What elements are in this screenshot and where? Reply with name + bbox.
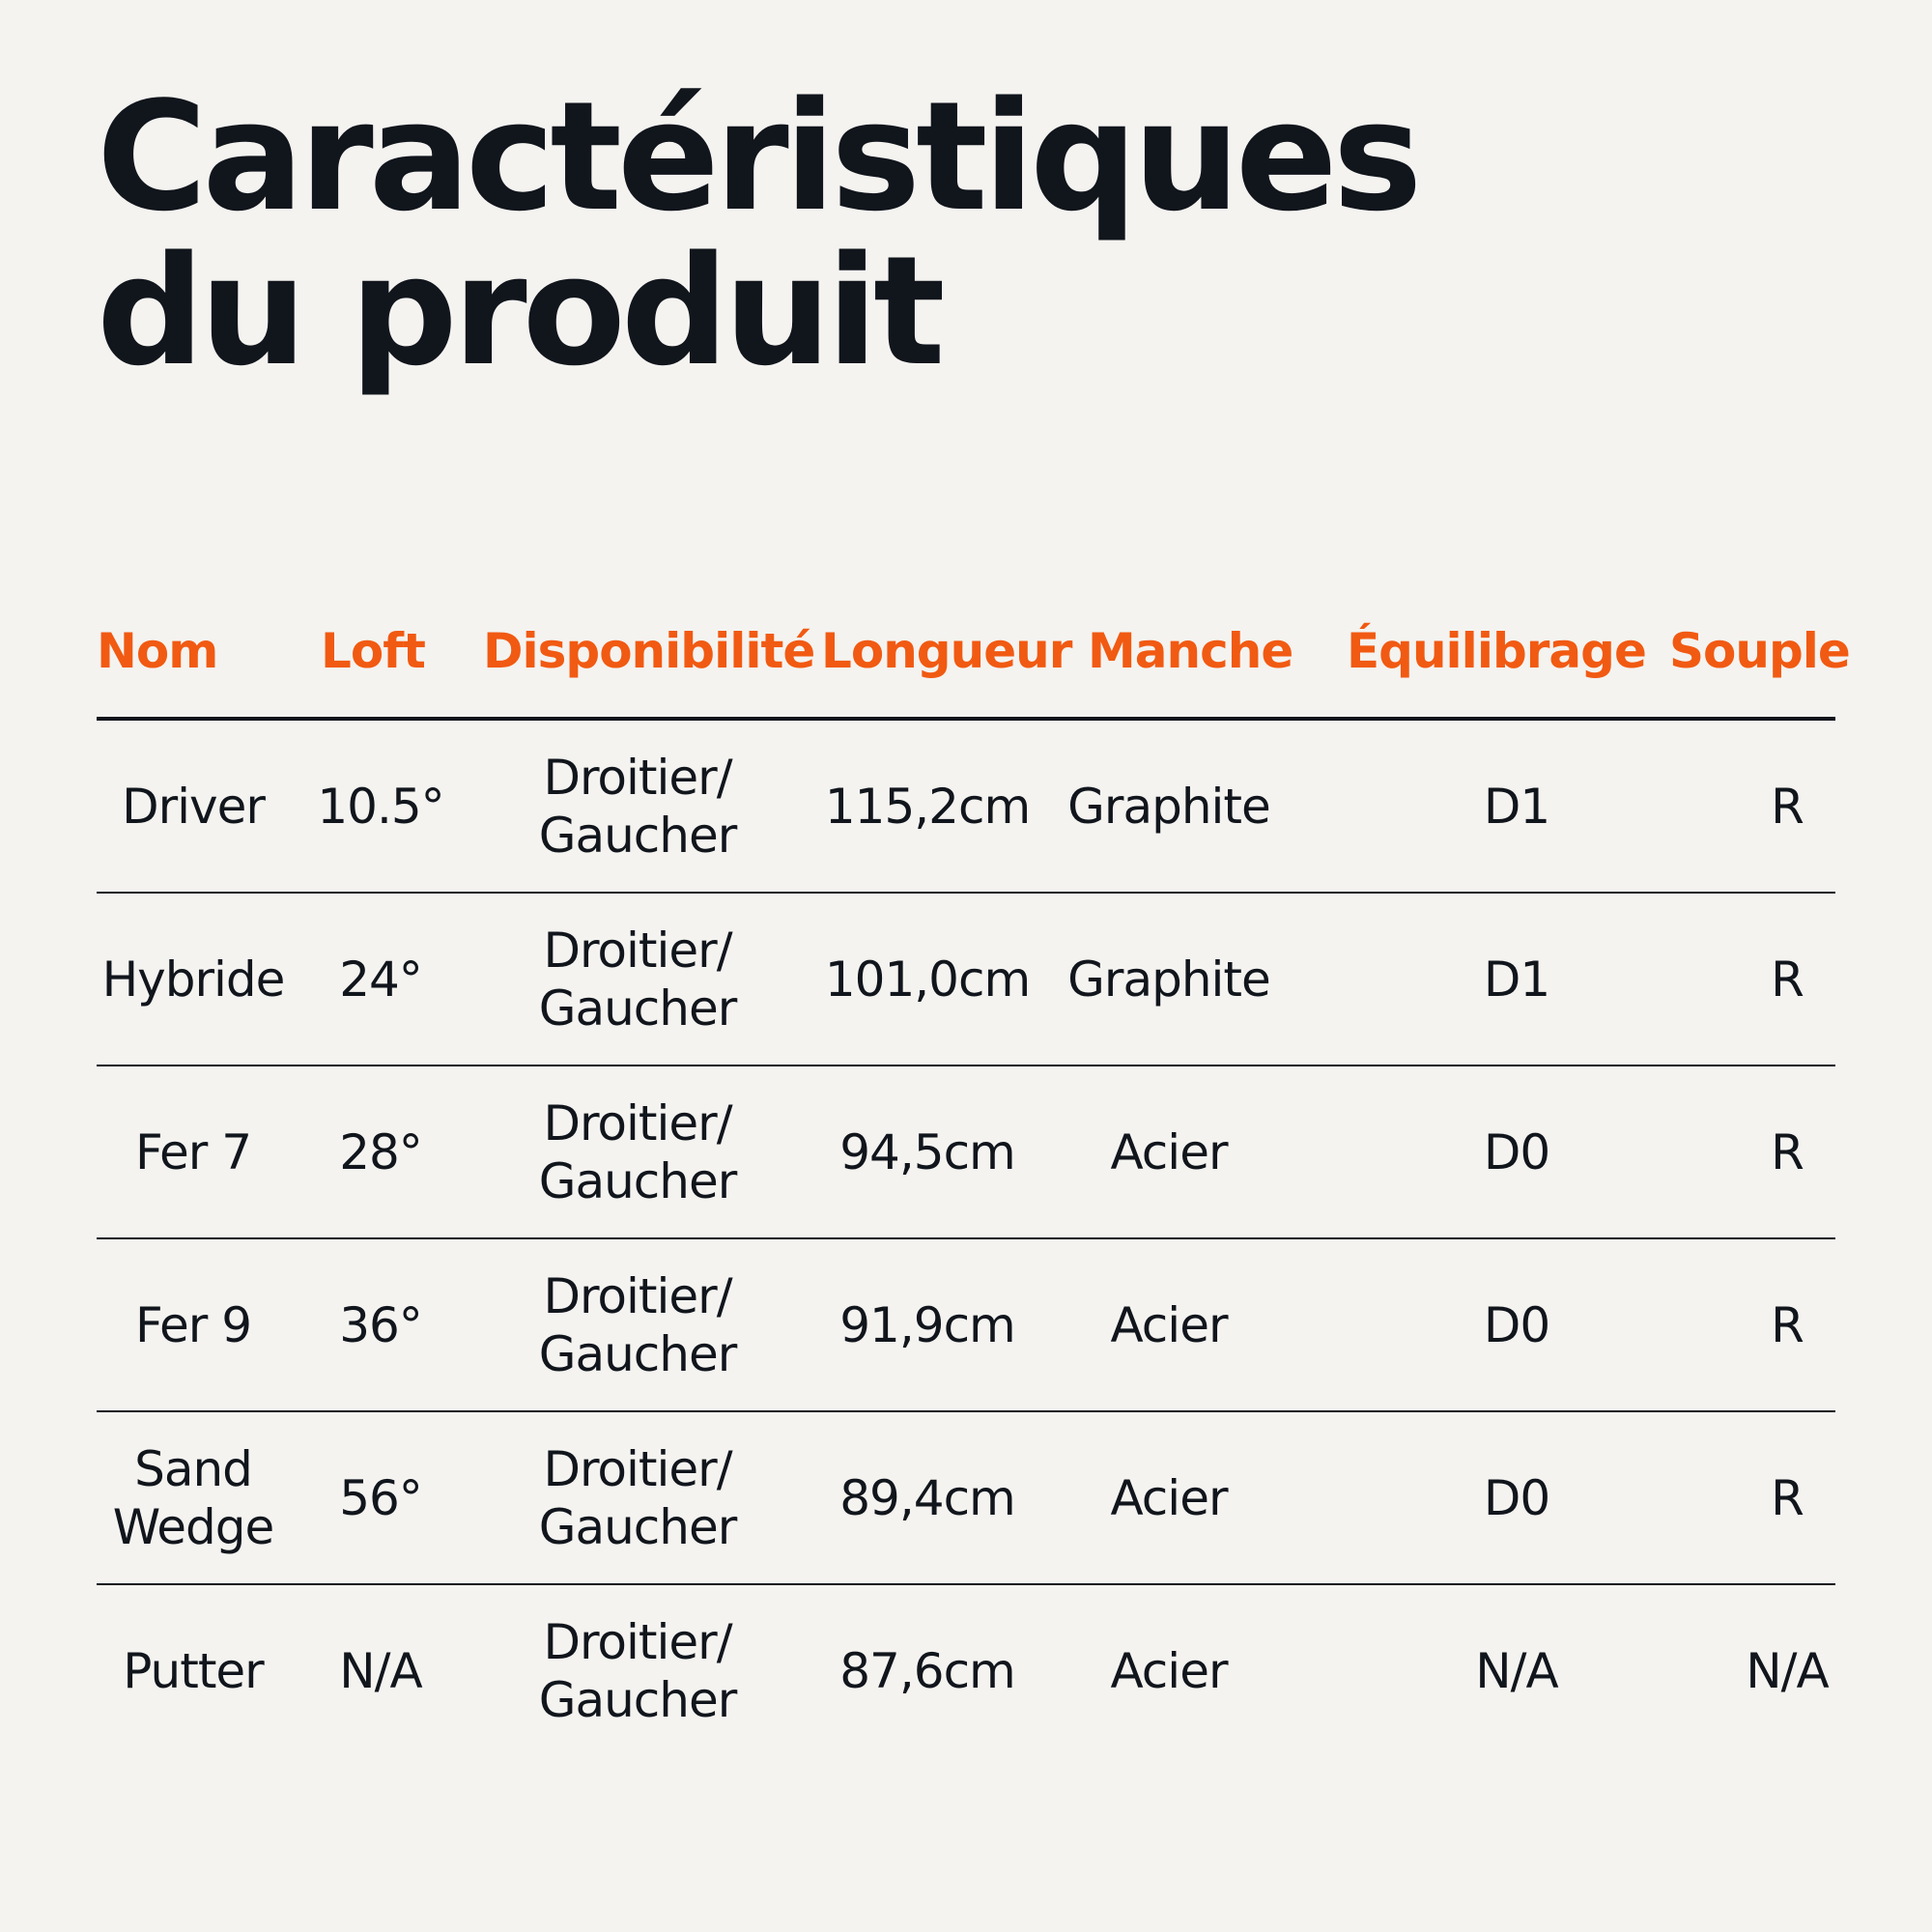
table-row	[97, 1066, 1835, 1239]
cell-manche: Graphite	[1067, 951, 1270, 1008]
cell-longueur: 87,6cm	[839, 1642, 1015, 1699]
cell-manche: Acier	[1110, 1469, 1228, 1526]
cell-loft: 56°	[339, 1469, 422, 1526]
cell-equilibrage: D0	[1483, 1296, 1550, 1353]
header-manche: Manche	[1088, 623, 1293, 679]
cell-nom: Fer 9	[134, 1296, 252, 1353]
header-longueur: Longueur	[821, 623, 1072, 679]
cell-nom: Hybride	[101, 951, 285, 1008]
cell-loft: 36°	[339, 1296, 422, 1353]
cell-souple: R	[1771, 1469, 1804, 1526]
cell-equilibrage: D1	[1483, 778, 1550, 835]
page-title-line-1: Caractéristiques	[97, 69, 1418, 244]
cell-equilibrage: D0	[1483, 1123, 1550, 1180]
cell-disponibilite: Droitier/ Gaucher	[538, 1613, 737, 1728]
cell-loft: 10.5°	[317, 778, 444, 835]
cell-souple: N/A	[1746, 1642, 1829, 1699]
cell-souple: R	[1771, 778, 1804, 835]
cell-manche: Acier	[1110, 1296, 1228, 1353]
cell-souple: R	[1771, 1296, 1804, 1353]
cell-longueur: 101,0cm	[824, 951, 1031, 1008]
cell-equilibrage: D1	[1483, 951, 1550, 1008]
spec-table	[97, 607, 1850, 1756]
table-row	[97, 721, 1835, 894]
cell-equilibrage: N/A	[1475, 1642, 1558, 1699]
cell-nom: Driver	[122, 778, 265, 835]
page-title-line-2: du produit	[97, 223, 941, 399]
cell-longueur: 94,5cm	[839, 1123, 1015, 1180]
header-souple: Souple	[1669, 623, 1850, 679]
cell-souple: R	[1771, 951, 1804, 1008]
cell-manche: Acier	[1110, 1123, 1228, 1180]
table-row	[97, 1412, 1835, 1585]
cell-loft: 28°	[339, 1123, 422, 1180]
table-header-row	[97, 607, 1850, 721]
table-row	[97, 894, 1835, 1066]
cell-souple: R	[1771, 1123, 1804, 1180]
cell-nom: Sand Wedge	[112, 1440, 274, 1555]
cell-disponibilite: Droitier/ Gaucher	[538, 749, 737, 864]
cell-nom: Fer 7	[134, 1123, 252, 1180]
header-nom: Nom	[97, 623, 218, 679]
table-row	[97, 1239, 1835, 1412]
table-row	[97, 1585, 1835, 1756]
cell-longueur: 115,2cm	[824, 778, 1031, 835]
cell-longueur: 91,9cm	[839, 1296, 1015, 1353]
cell-nom: Putter	[123, 1642, 264, 1699]
page-title	[97, 69, 1418, 399]
cell-longueur: 89,4cm	[839, 1469, 1015, 1526]
cell-disponibilite: Droitier/ Gaucher	[538, 1094, 737, 1209]
cell-disponibilite: Droitier/ Gaucher	[538, 1267, 737, 1382]
cell-equilibrage: D0	[1483, 1469, 1550, 1526]
cell-disponibilite: Droitier/ Gaucher	[538, 1440, 737, 1555]
cell-disponibilite: Droitier/ Gaucher	[538, 922, 737, 1037]
cell-manche: Graphite	[1067, 778, 1270, 835]
cell-loft: N/A	[339, 1642, 422, 1699]
cell-manche: Acier	[1110, 1642, 1228, 1699]
cell-loft: 24°	[339, 951, 422, 1008]
header-disponibilite: Disponibilité	[483, 623, 815, 679]
header-equilibrage: Équilibrage	[1347, 623, 1646, 679]
header-loft: Loft	[321, 623, 425, 679]
